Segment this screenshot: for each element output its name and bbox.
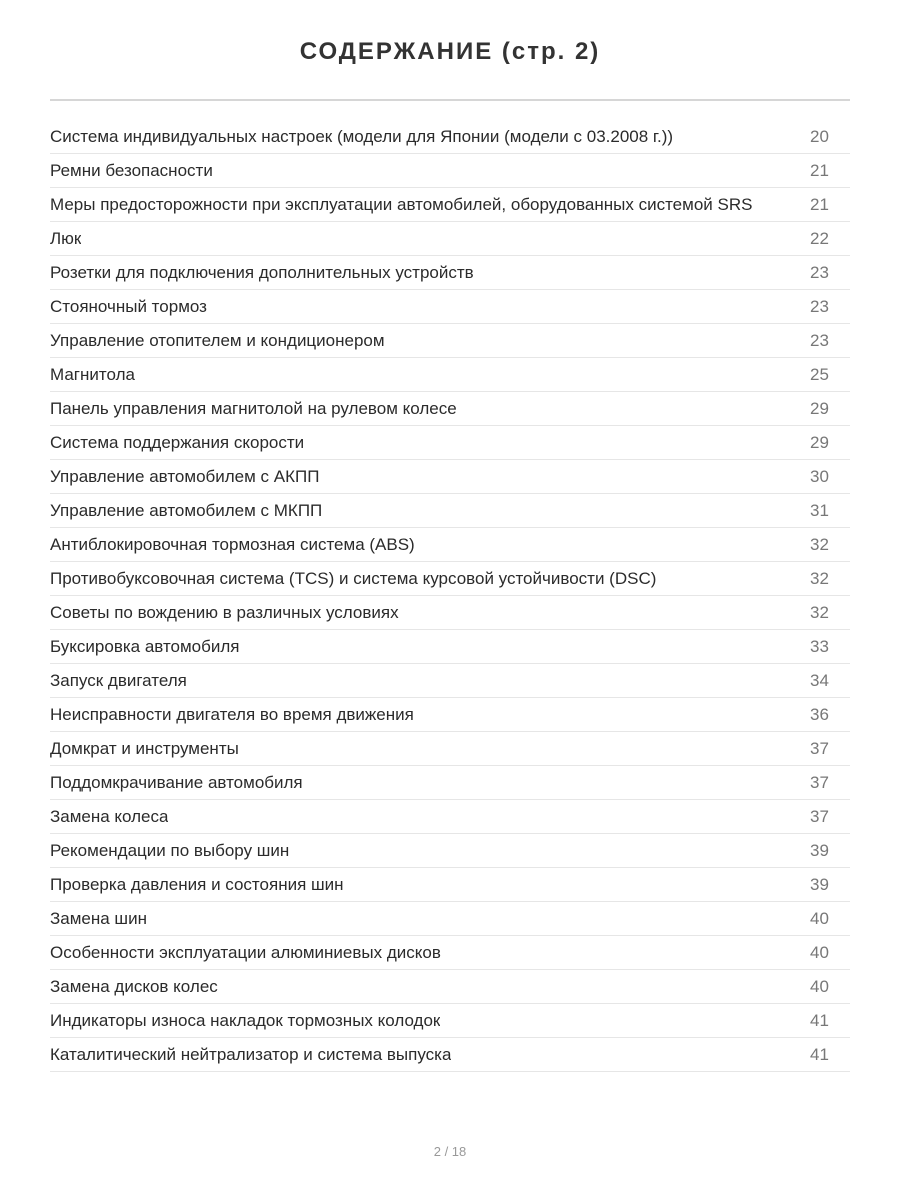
toc-entry[interactable] <box>50 766 850 800</box>
toc-entry[interactable] <box>50 154 850 188</box>
toc-entry[interactable] <box>50 188 850 222</box>
toc-entry-label: Замена шин <box>50 908 147 928</box>
toc-entry-label: Проверка давления и состояния шин <box>50 874 344 894</box>
toc-entry-page: 32 <box>810 602 829 622</box>
toc-entry-label: Управление автомобилем с МКПП <box>50 500 323 520</box>
toc-entry-label: Рекомендации по выбору шин <box>50 840 290 860</box>
toc-entry-label: Поддомкрачивание автомобиля <box>50 772 303 792</box>
toc-entry-page: 32 <box>810 568 829 588</box>
toc-entry-page: 20 <box>810 126 829 146</box>
toc-entry-label: Розетки для подключения дополнительных устройств <box>50 262 474 282</box>
toc-entry-page: 29 <box>810 398 829 418</box>
page-indicator: 2 / 18 <box>433 1144 467 1159</box>
toc-entry[interactable] <box>50 120 850 154</box>
title-divider <box>50 99 850 101</box>
toc-list <box>50 120 850 1072</box>
toc-entry-page: 23 <box>810 262 829 282</box>
toc-entry[interactable] <box>50 256 850 290</box>
toc-entry[interactable] <box>50 732 850 766</box>
toc-entry[interactable] <box>50 460 850 494</box>
toc-entry-page: 22 <box>810 228 829 248</box>
toc-entry-label: Домкрат и инструменты <box>50 738 239 758</box>
toc-entry-label: Противобуксовочная система (TCS) и система курсовой устойчивости (DSC) <box>50 568 657 588</box>
toc-entry-page: 40 <box>810 942 829 962</box>
toc-entry-label: Ремни безопасности <box>50 160 213 180</box>
toc-entry-label: Индикаторы износа накладок тормозных колодок <box>50 1010 441 1030</box>
toc-entry[interactable] <box>50 902 850 936</box>
toc-entry-page: 36 <box>810 704 829 724</box>
toc-entry-page: 23 <box>810 330 829 350</box>
toc-entry[interactable] <box>50 868 850 902</box>
toc-entry[interactable] <box>50 834 850 868</box>
toc-entry[interactable] <box>50 664 850 698</box>
toc-entry-label: Неисправности двигателя во время движения <box>50 704 414 724</box>
toc-entry-label: Магнитола <box>50 364 135 384</box>
toc-entry-label: Управление автомобилем с АКПП <box>50 466 320 486</box>
toc-entry-page: 41 <box>810 1010 829 1030</box>
toc-entry-label: Система поддержания скорости <box>50 432 305 452</box>
toc-entry-page: 37 <box>810 772 829 792</box>
toc-entry-page: 40 <box>810 908 829 928</box>
toc-entry[interactable] <box>50 222 850 256</box>
toc-entry-page: 23 <box>810 296 829 316</box>
toc-entry-label: Панель управления магнитолой на рулевом колесе <box>50 398 457 418</box>
toc-entry-page: 41 <box>810 1044 829 1064</box>
toc-entry[interactable] <box>50 528 850 562</box>
toc-entry-page: 33 <box>810 636 829 656</box>
toc-entry[interactable] <box>50 630 850 664</box>
toc-entry-page: 32 <box>810 534 829 554</box>
toc-entry-page: 40 <box>810 976 829 996</box>
toc-entry-label: Замена дисков колес <box>50 976 218 996</box>
toc-entry-page: 37 <box>810 806 829 826</box>
toc-entry[interactable] <box>50 936 850 970</box>
toc-entry[interactable] <box>50 324 850 358</box>
toc-entry[interactable] <box>50 800 850 834</box>
toc-entry-page: 21 <box>810 160 829 180</box>
toc-entry-page: 30 <box>810 466 829 486</box>
toc-entry[interactable] <box>50 426 850 460</box>
toc-entry[interactable] <box>50 596 850 630</box>
toc-entry-label: Особенности эксплуатации алюминиевых дисков <box>50 942 441 962</box>
toc-entry[interactable] <box>50 494 850 528</box>
toc-entry[interactable] <box>50 290 850 324</box>
toc-entry[interactable] <box>50 562 850 596</box>
toc-entry-page: 25 <box>810 364 829 384</box>
toc-entry[interactable] <box>50 358 850 392</box>
toc-entry-page: 39 <box>810 840 829 860</box>
toc-entry-label: Замена колеса <box>50 806 169 826</box>
toc-entry-label: Каталитический нейтрализатор и система выпуска <box>50 1044 452 1064</box>
toc-entry-label: Люк <box>50 228 82 248</box>
toc-entry-label: Стояночный тормоз <box>50 296 207 316</box>
toc-entry-label: Система индивидуальных настроек (модели для Японии (модели с 03.2008 г.)) <box>50 126 674 146</box>
toc-entry-label: Буксировка автомобиля <box>50 636 240 656</box>
toc-entry-page: 31 <box>810 500 829 520</box>
toc-entry[interactable] <box>50 970 850 1004</box>
toc-entry-label: Запуск двигателя <box>50 670 187 690</box>
toc-entry-label: Меры предосторожности при эксплуатации автомобилей, оборудованных системой SRS <box>50 194 753 214</box>
toc-entry-page: 37 <box>810 738 829 758</box>
toc-entry-label: Советы по вождению в различных условиях <box>50 602 399 622</box>
toc-entry[interactable] <box>50 698 850 732</box>
toc-entry[interactable] <box>50 1038 850 1072</box>
toc-entry-label: Антиблокировочная тормозная система (ABS) <box>50 534 415 554</box>
page-title: СОДЕРЖАНИЕ (стр. 2) <box>299 38 601 65</box>
toc-entry-page: 29 <box>810 432 829 452</box>
toc-entry-page: 39 <box>810 874 829 894</box>
toc-entry-page: 34 <box>810 670 829 690</box>
toc-entry-label: Управление отопителем и кондиционером <box>50 330 385 350</box>
toc-entry[interactable] <box>50 1004 850 1038</box>
toc-entry[interactable] <box>50 392 850 426</box>
toc-entry-page: 21 <box>810 194 829 214</box>
